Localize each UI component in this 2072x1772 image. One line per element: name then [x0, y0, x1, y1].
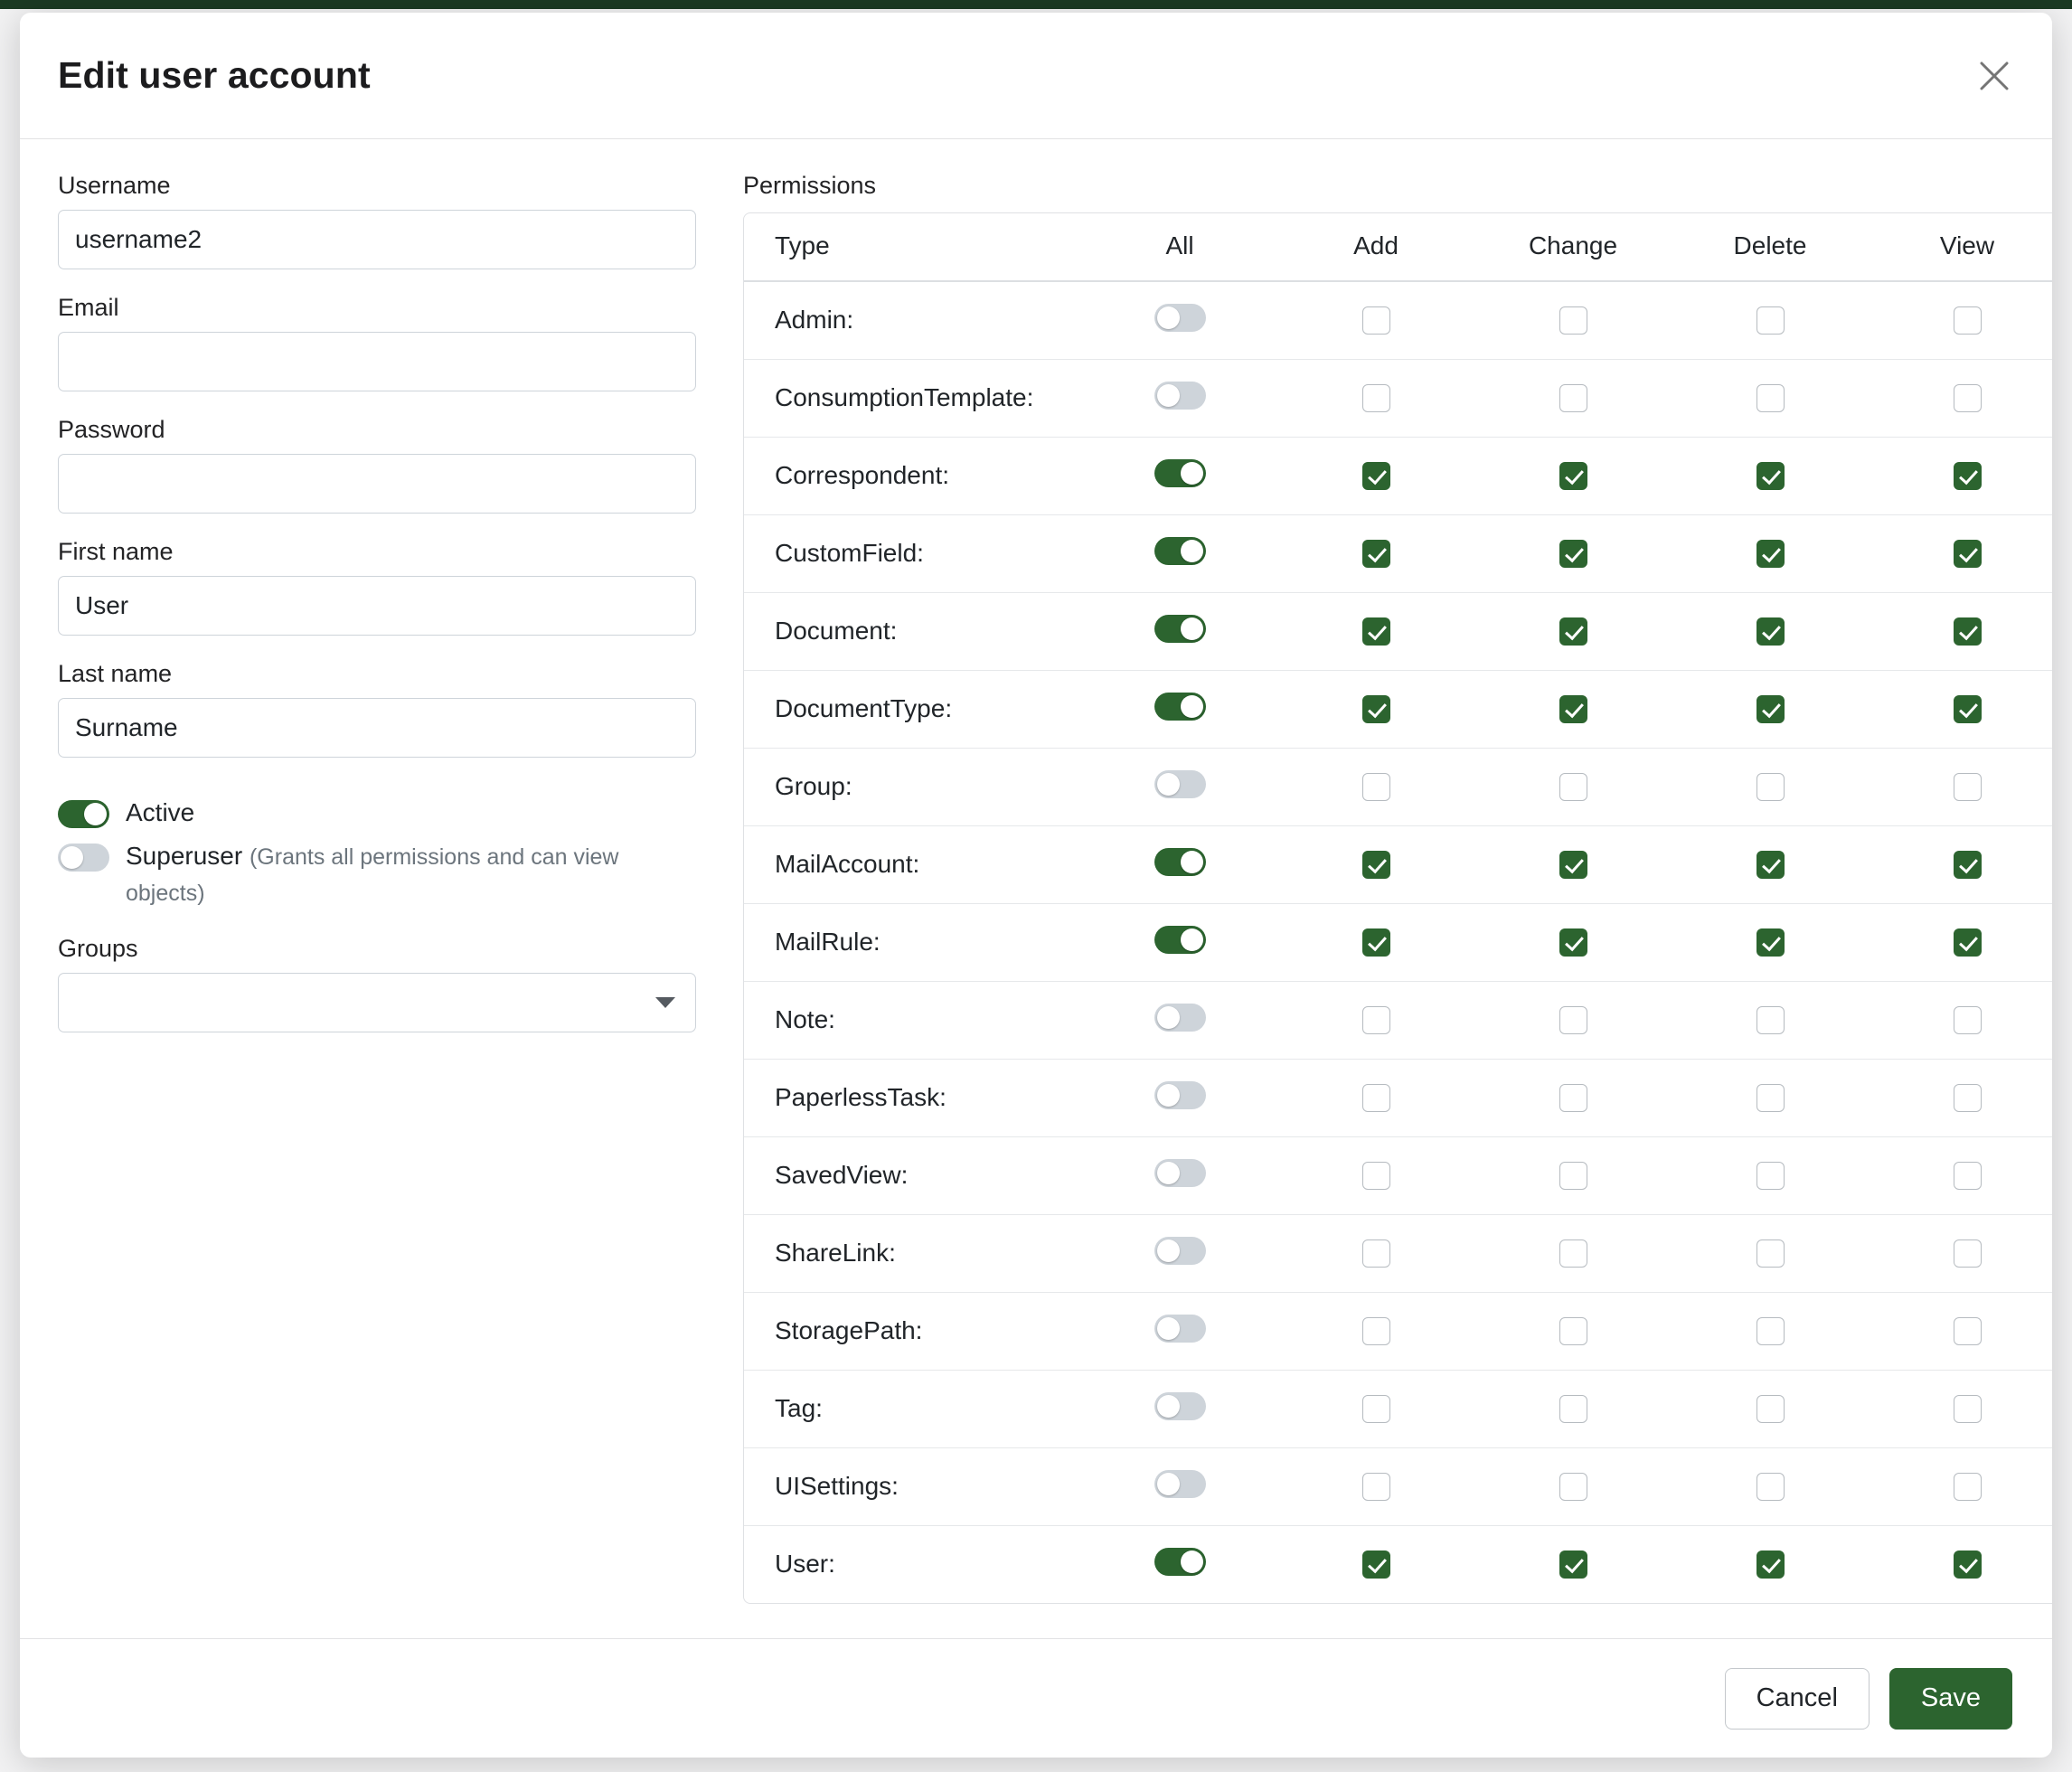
permission-change-checkbox[interactable] — [1559, 928, 1587, 957]
permission-change-checkbox[interactable] — [1559, 617, 1587, 646]
permission-change-cell — [1474, 825, 1672, 903]
email-field[interactable] — [58, 332, 696, 391]
permission-delete-cell — [1672, 825, 1869, 903]
permission-all-toggle[interactable] — [1154, 1237, 1206, 1265]
permission-delete-checkbox[interactable] — [1756, 1395, 1785, 1423]
column-header-type: Type — [744, 213, 1082, 281]
permission-delete-checkbox[interactable] — [1756, 384, 1785, 412]
permission-view-checkbox[interactable] — [1954, 306, 1982, 335]
permission-all-toggle[interactable] — [1154, 693, 1206, 721]
permission-all-toggle[interactable] — [1154, 1315, 1206, 1343]
permission-change-checkbox[interactable] — [1559, 462, 1587, 490]
column-header-delete: Delete — [1672, 213, 1869, 281]
permission-change-checkbox[interactable] — [1559, 306, 1587, 335]
permission-change-checkbox[interactable] — [1559, 1162, 1587, 1190]
permission-view-checkbox[interactable] — [1954, 462, 1982, 490]
permissions-section — [727, 172, 2052, 1629]
permission-change-cell — [1474, 1136, 1672, 1214]
permission-add-checkbox[interactable] — [1362, 384, 1390, 412]
permission-all-cell — [1082, 281, 1277, 359]
permission-view-cell — [1869, 437, 2052, 514]
top-accent-strip — [0, 0, 2072, 9]
permission-type-label: Admin: — [744, 281, 1082, 359]
permission-view-checkbox[interactable] — [1954, 617, 1982, 646]
permission-add-cell — [1277, 281, 1474, 359]
save-button[interactable]: Save — [1889, 1668, 2012, 1730]
permission-delete-checkbox[interactable] — [1756, 617, 1785, 646]
chevron-down-icon — [655, 997, 675, 1008]
permission-all-toggle[interactable] — [1154, 1548, 1206, 1576]
permission-add-cell — [1277, 514, 1474, 592]
permission-all-cell — [1082, 592, 1277, 670]
permission-all-toggle[interactable] — [1154, 848, 1206, 876]
permission-change-cell — [1474, 359, 1672, 437]
permission-delete-cell — [1672, 1214, 1869, 1292]
permission-view-cell — [1869, 1214, 2052, 1292]
permission-view-cell — [1869, 514, 2052, 592]
edit-user-account-dialog — [20, 13, 2052, 1758]
permission-change-checkbox[interactable] — [1559, 1395, 1587, 1423]
permission-all-toggle[interactable] — [1154, 459, 1206, 487]
table-row — [744, 1214, 2052, 1292]
permission-view-cell — [1869, 1292, 2052, 1370]
permission-type-label: StoragePath: — [744, 1292, 1082, 1370]
user-details-form — [58, 172, 727, 1629]
table-row — [744, 1292, 2052, 1370]
column-header-view: View — [1869, 213, 2052, 281]
permission-all-cell — [1082, 1370, 1277, 1447]
password-label: Password — [58, 416, 165, 443]
column-header-change: Change — [1474, 213, 1672, 281]
permission-delete-cell — [1672, 514, 1869, 592]
permission-add-cell — [1277, 437, 1474, 514]
permission-change-cell — [1474, 1059, 1672, 1136]
permission-type-label: Correspondent: — [744, 437, 1082, 514]
permission-view-checkbox[interactable] — [1954, 540, 1982, 568]
permission-change-cell — [1474, 670, 1672, 748]
table-row — [744, 1059, 2052, 1136]
permission-all-cell — [1082, 825, 1277, 903]
dialog-footer — [20, 1638, 2052, 1758]
dialog-body — [20, 139, 2052, 1638]
permission-all-toggle[interactable] — [1154, 770, 1206, 798]
permission-add-checkbox[interactable] — [1362, 1084, 1390, 1112]
permission-all-toggle[interactable] — [1154, 926, 1206, 954]
permission-all-cell — [1082, 1447, 1277, 1525]
close-icon[interactable] — [1971, 52, 2018, 99]
permission-type-label: UISettings: — [744, 1447, 1082, 1525]
permission-add-cell — [1277, 359, 1474, 437]
superuser-toggle[interactable] — [58, 844, 109, 872]
permission-all-cell — [1082, 1136, 1277, 1214]
last-name-label: Last name — [58, 660, 173, 687]
permission-add-cell — [1277, 825, 1474, 903]
permission-view-cell — [1869, 281, 2052, 359]
permission-delete-checkbox[interactable] — [1756, 1473, 1785, 1501]
permission-change-checkbox[interactable] — [1559, 1550, 1587, 1579]
permission-all-toggle[interactable] — [1154, 537, 1206, 565]
permission-all-cell — [1082, 1525, 1277, 1603]
permission-change-cell — [1474, 748, 1672, 825]
permission-all-cell — [1082, 359, 1277, 437]
table-row — [744, 825, 2052, 903]
permission-view-cell — [1869, 748, 2052, 825]
permission-type-label: SavedView: — [744, 1136, 1082, 1214]
permission-type-label: CustomField: — [744, 514, 1082, 592]
permission-delete-cell — [1672, 903, 1869, 981]
groups-label: Groups — [58, 935, 138, 963]
superuser-hint: (Grants all permissions and can view objects) — [126, 844, 619, 906]
permission-view-cell — [1869, 1136, 2052, 1214]
permission-change-cell — [1474, 592, 1672, 670]
permission-add-checkbox[interactable] — [1362, 306, 1390, 335]
permission-delete-checkbox[interactable] — [1756, 306, 1785, 335]
permission-add-checkbox[interactable] — [1362, 1317, 1390, 1345]
permission-all-cell — [1082, 1292, 1277, 1370]
permission-all-toggle[interactable] — [1154, 1081, 1206, 1109]
permission-type-label: DocumentType: — [744, 670, 1082, 748]
permission-view-cell — [1869, 592, 2052, 670]
permission-change-cell — [1474, 1447, 1672, 1525]
table-row — [744, 359, 2052, 437]
permission-change-cell — [1474, 1370, 1672, 1447]
permission-all-toggle[interactable] — [1154, 1159, 1206, 1187]
permission-delete-cell — [1672, 748, 1869, 825]
permission-add-cell — [1277, 1292, 1474, 1370]
permission-add-checkbox[interactable] — [1362, 462, 1390, 490]
permission-add-checkbox[interactable] — [1362, 1239, 1390, 1268]
permission-delete-cell — [1672, 592, 1869, 670]
permission-all-cell — [1082, 981, 1277, 1059]
permission-type-label: Tag: — [744, 1370, 1082, 1447]
permission-type-label: Group: — [744, 748, 1082, 825]
permission-add-checkbox[interactable] — [1362, 695, 1390, 723]
permission-delete-checkbox[interactable] — [1756, 1162, 1785, 1190]
table-row — [744, 281, 2052, 359]
permission-add-checkbox[interactable] — [1362, 1162, 1390, 1190]
permission-delete-cell — [1672, 1370, 1869, 1447]
permission-type-label: ConsumptionTemplate: — [744, 359, 1082, 437]
permission-change-cell — [1474, 1525, 1672, 1603]
permission-add-cell — [1277, 981, 1474, 1059]
permission-view-cell — [1869, 670, 2052, 748]
permission-add-cell — [1277, 592, 1474, 670]
permission-type-label: User: — [775, 1550, 835, 1579]
permission-add-cell — [1277, 1059, 1474, 1136]
permission-view-cell — [1869, 1525, 2052, 1603]
superuser-toggle-row — [58, 838, 694, 910]
permissions-header-row — [744, 213, 2052, 281]
permission-add-cell — [1277, 903, 1474, 981]
permission-view-checkbox[interactable] — [1954, 695, 1982, 723]
first-name-input[interactable] — [58, 576, 696, 636]
permission-change-checkbox[interactable] — [1559, 384, 1587, 412]
permission-delete-checkbox[interactable] — [1756, 1317, 1785, 1345]
permission-view-checkbox[interactable] — [1954, 928, 1982, 957]
permission-type-label: PaperlessTask: — [744, 1059, 1082, 1136]
permission-change-checkbox[interactable] — [1559, 1473, 1587, 1501]
permission-delete-checkbox[interactable] — [1756, 851, 1785, 879]
permission-view-checkbox[interactable] — [1954, 1239, 1982, 1268]
permission-view-checkbox[interactable] — [1954, 851, 1982, 879]
permission-delete-cell — [1672, 1447, 1869, 1525]
permission-change-cell — [1474, 981, 1672, 1059]
permission-add-checkbox[interactable] — [1362, 617, 1390, 646]
table-row — [744, 981, 2052, 1059]
permission-all-cell — [1082, 514, 1277, 592]
permission-add-cell — [1277, 1447, 1474, 1525]
permission-view-cell — [1869, 1370, 2052, 1447]
permission-add-checkbox[interactable] — [1362, 773, 1390, 801]
table-row — [744, 1136, 2052, 1214]
permission-change-cell — [1474, 281, 1672, 359]
permission-add-checkbox[interactable] — [1362, 851, 1390, 879]
permission-delete-cell — [1672, 281, 1869, 359]
table-row — [744, 437, 2052, 514]
permission-add-cell — [1277, 1525, 1474, 1603]
column-header-all: All — [1082, 213, 1277, 281]
permission-change-cell — [1474, 903, 1672, 981]
permission-change-cell — [1474, 514, 1672, 592]
page-title: Edit user account — [58, 54, 371, 96]
permissions-table — [743, 212, 2052, 1604]
permission-change-checkbox[interactable] — [1559, 1006, 1587, 1034]
permission-all-cell — [1082, 1059, 1277, 1136]
username-label: Username — [58, 172, 171, 199]
permission-change-checkbox[interactable] — [1559, 540, 1587, 568]
first-name-label: First name — [58, 538, 174, 565]
permission-view-checkbox[interactable] — [1954, 1162, 1982, 1190]
permission-all-toggle[interactable] — [1154, 615, 1206, 643]
permission-delete-checkbox[interactable] — [1756, 695, 1785, 723]
permission-delete-cell — [1672, 1525, 1869, 1603]
permission-change-checkbox[interactable] — [1559, 851, 1587, 879]
permission-type-label: Document: — [744, 592, 1082, 670]
permission-all-toggle[interactable] — [1154, 1470, 1206, 1498]
table-row — [744, 592, 2052, 670]
permission-view-cell — [1869, 903, 2052, 981]
permission-view-checkbox[interactable] — [1954, 1006, 1982, 1034]
groups-select[interactable] — [58, 973, 696, 1032]
permission-add-checkbox[interactable] — [1362, 1395, 1390, 1423]
permission-all-cell — [1082, 437, 1277, 514]
table-row — [744, 903, 2052, 981]
permission-type-label: MailRule: — [744, 903, 1082, 981]
permission-type-label: ShareLink: — [744, 1214, 1082, 1292]
permission-all-cell — [1082, 903, 1277, 981]
table-row — [744, 1370, 2052, 1447]
email-label: Email — [58, 294, 119, 321]
table-row — [744, 1525, 2052, 1603]
table-row — [744, 670, 2052, 748]
permission-delete-cell — [1672, 437, 1869, 514]
password-field[interactable] — [58, 454, 696, 514]
permission-add-checkbox[interactable] — [1362, 540, 1390, 568]
permission-view-checkbox[interactable] — [1954, 1317, 1982, 1345]
permission-change-checkbox[interactable] — [1559, 773, 1587, 801]
superuser-label-text: Superuser — [126, 841, 243, 870]
permission-view-checkbox[interactable] — [1954, 1084, 1982, 1112]
permission-delete-checkbox[interactable] — [1756, 540, 1785, 568]
permission-view-cell — [1869, 1447, 2052, 1525]
permission-delete-checkbox[interactable] — [1756, 773, 1785, 801]
active-toggle[interactable] — [58, 800, 109, 828]
permission-type-label: Note: — [744, 981, 1082, 1059]
permissions-title: Permissions — [743, 172, 877, 199]
permission-add-checkbox[interactable] — [1362, 1550, 1390, 1579]
permission-view-cell — [1869, 981, 2052, 1059]
permission-view-checkbox[interactable] — [1954, 1473, 1982, 1501]
permission-change-checkbox[interactable] — [1559, 1084, 1587, 1112]
active-label: Active — [126, 798, 195, 826]
username-input[interactable] — [58, 210, 696, 269]
permission-delete-cell — [1672, 1136, 1869, 1214]
permission-delete-cell — [1672, 359, 1869, 437]
permission-all-toggle[interactable] — [1154, 1392, 1206, 1420]
permission-delete-cell — [1672, 1292, 1869, 1370]
dialog-header — [20, 13, 2052, 139]
table-row — [744, 1447, 2052, 1525]
table-row — [744, 514, 2052, 592]
permission-view-checkbox[interactable] — [1954, 1550, 1982, 1579]
permission-all-toggle[interactable] — [1154, 304, 1206, 332]
permission-add-checkbox[interactable] — [1362, 1473, 1390, 1501]
permission-add-cell — [1277, 748, 1474, 825]
permission-type-label: MailAccount: — [744, 825, 1082, 903]
permission-delete-checkbox[interactable] — [1756, 928, 1785, 957]
permission-change-checkbox[interactable] — [1559, 695, 1587, 723]
permission-delete-cell — [1672, 1059, 1869, 1136]
permission-delete-checkbox[interactable] — [1756, 1550, 1785, 1579]
permission-all-cell — [1082, 1214, 1277, 1292]
column-header-add: Add — [1277, 213, 1474, 281]
permission-add-cell — [1277, 670, 1474, 748]
permission-all-cell — [1082, 670, 1277, 748]
superuser-label — [126, 838, 668, 910]
permission-all-cell — [1082, 748, 1277, 825]
permission-view-cell — [1869, 1059, 2052, 1136]
permission-delete-checkbox[interactable] — [1756, 462, 1785, 490]
permission-add-checkbox[interactable] — [1362, 928, 1390, 957]
permission-change-cell — [1474, 1214, 1672, 1292]
table-row — [744, 748, 2052, 825]
permission-all-toggle[interactable] — [1154, 382, 1206, 410]
permission-delete-checkbox[interactable] — [1756, 1084, 1785, 1112]
permission-all-toggle[interactable] — [1154, 1004, 1206, 1032]
active-toggle-row — [58, 795, 694, 831]
permission-view-cell — [1869, 359, 2052, 437]
permission-add-cell — [1277, 1370, 1474, 1447]
permission-change-cell — [1474, 437, 1672, 514]
cancel-button[interactable]: Cancel — [1725, 1668, 1870, 1730]
permission-change-checkbox[interactable] — [1559, 1239, 1587, 1268]
last-name-input[interactable] — [58, 698, 696, 758]
permission-delete-checkbox[interactable] — [1756, 1239, 1785, 1268]
permission-view-checkbox[interactable] — [1954, 384, 1982, 412]
permission-delete-checkbox[interactable] — [1756, 1006, 1785, 1034]
permission-change-cell — [1474, 1292, 1672, 1370]
permission-add-cell — [1277, 1136, 1474, 1214]
permission-change-checkbox[interactable] — [1559, 1317, 1587, 1345]
permission-view-checkbox[interactable] — [1954, 773, 1982, 801]
permission-view-cell — [1869, 825, 2052, 903]
permission-view-checkbox[interactable] — [1954, 1395, 1982, 1423]
permission-add-checkbox[interactable] — [1362, 1006, 1390, 1034]
permission-delete-cell — [1672, 670, 1869, 748]
permission-delete-cell — [1672, 981, 1869, 1059]
permission-add-cell — [1277, 1214, 1474, 1292]
